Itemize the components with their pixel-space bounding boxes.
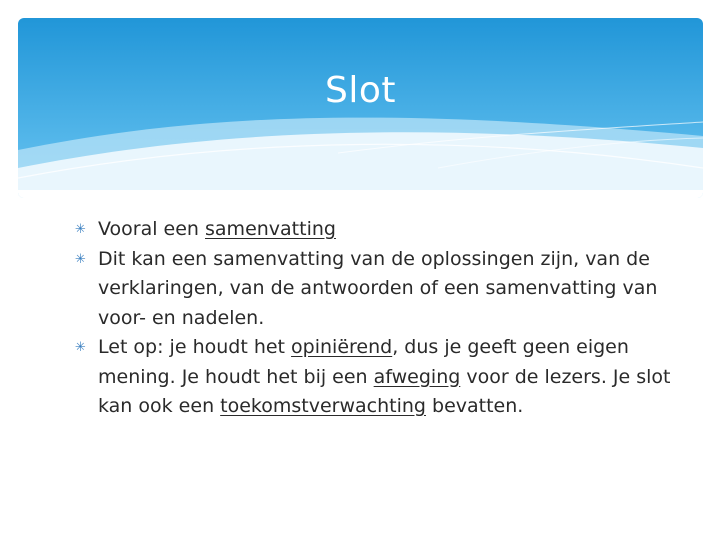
slide-title: Slot bbox=[325, 70, 396, 111]
underlined-term: toekomstverwachting bbox=[220, 395, 426, 417]
text-run: Let op: je houdt het bbox=[98, 336, 292, 358]
bullet-list bbox=[75, 215, 675, 422]
text-run: , dus je geeft geen eigen mening. Je houdt het bij een bbox=[98, 336, 629, 388]
text-run: bevatten. bbox=[425, 395, 524, 417]
bullet-text bbox=[98, 336, 671, 417]
asterisk-bullet-icon: ✳ bbox=[75, 340, 86, 355]
text-run: Dit kan een samenvatting van de oplossingen zijn, van de verklaringen, van de antwoorden of een samenvatting van voor- en nadelen. bbox=[98, 247, 658, 329]
text-run: voor de lezers. Je slot kan ook een bbox=[98, 365, 671, 417]
asterisk-bullet-icon: ✳ bbox=[75, 222, 86, 237]
title-banner bbox=[18, 18, 703, 198]
bullet-item bbox=[75, 215, 675, 245]
bullet-text bbox=[98, 248, 657, 329]
text-run: Vooral een bbox=[98, 218, 206, 240]
bullet-item bbox=[75, 245, 675, 334]
underlined-term: samenvatting bbox=[205, 218, 336, 240]
underlined-term: afweging bbox=[373, 365, 461, 388]
underlined-term: opiniërend bbox=[291, 336, 393, 358]
bullet-text bbox=[98, 218, 336, 240]
slide-body bbox=[75, 215, 675, 422]
bullet-item bbox=[75, 333, 675, 422]
asterisk-bullet-icon: ✳ bbox=[75, 251, 86, 267]
